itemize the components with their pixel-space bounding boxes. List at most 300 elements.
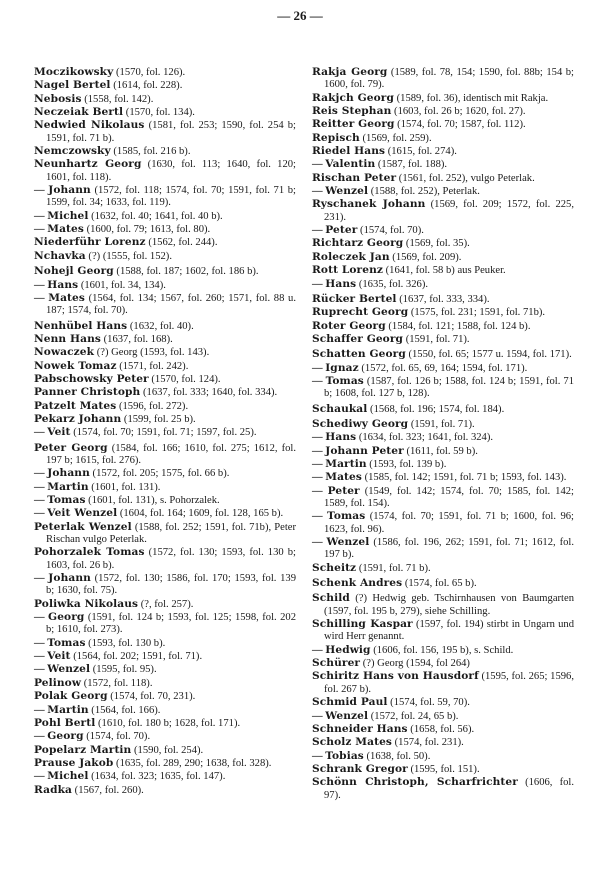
entry-name: Schiritz Hans von Hausdorf: [312, 670, 479, 683]
entry-references: (1558, fol. 142).: [81, 93, 154, 105]
entry-name: Ignaz: [325, 361, 359, 374]
entry-name: Reis Stephan: [312, 105, 392, 118]
index-entry: [34, 360, 296, 373]
entry-references: (1588, fol. 252; 1591, fol. 71b), Peter Rischan vulgo Peterlak.: [46, 521, 296, 546]
index-entry: [34, 611, 296, 637]
entry-references: (1572, fol. 130; 1586, fol. 170; 1593, fol. 139 b; 1630, fol. 75).: [46, 573, 296, 597]
entry-references: (1564, fol. 202; 1591, fol. 71).: [70, 651, 203, 663]
entry-references: (1575, fol. 231; 1591, fol. 71b).: [408, 307, 546, 319]
entry-name: Michel: [47, 770, 89, 783]
index-entry: [34, 730, 296, 743]
index-entry: [34, 158, 296, 184]
index-entry: [312, 445, 574, 458]
entry-references: (1632, fol. 40).: [127, 320, 194, 332]
index-entry: [34, 744, 296, 757]
entry-name: Wenzel: [325, 185, 369, 198]
entry-name: Peter Georg: [34, 441, 108, 454]
entry-name: Moczikowsky: [34, 66, 114, 78]
index-entry: [312, 562, 574, 575]
entry-name: Nenn Hans: [34, 332, 101, 345]
entry-name: Rott Lorenz: [312, 264, 383, 277]
entry-references: (1596, fol. 272).: [116, 400, 189, 412]
ditto-dash: —: [312, 432, 326, 444]
entry-name: Veit: [47, 650, 71, 663]
index-entry: [312, 66, 574, 92]
entry-name: Hans: [47, 278, 79, 291]
left-column: [34, 66, 296, 797]
ditto-dash: —: [312, 511, 328, 523]
entry-name: Schatten Georg: [312, 348, 406, 361]
entry-name: Pohorzalek Tomas: [34, 546, 145, 559]
entry-references: (?) Hedwig geb. Tschirnhausen von Baumgarten (1597, fol. 195 b, 279), siehe Schilling.: [324, 593, 574, 617]
index-entry: [312, 657, 574, 670]
index-entry: [34, 279, 296, 292]
entry-name: Johann Peter: [325, 444, 404, 457]
entry-name: Pelinow: [34, 676, 82, 689]
entry-references: (1606, fol. 156, 195 b), s. Schild.: [370, 644, 514, 656]
index-entry: [312, 618, 574, 644]
index-entry: [312, 145, 574, 158]
entry-name: Ruprecht Georg: [312, 306, 409, 319]
entry-references: (1610, fol. 180 b; 1628, fol. 171).: [95, 717, 241, 729]
index-entry: [312, 251, 574, 264]
index-entry: [312, 333, 574, 346]
entry-references: (1585, fol. 142; 1591, fol. 71 b; 1593, fol. 143).: [361, 472, 567, 484]
entry-name: Neunhartz Georg: [34, 158, 142, 171]
ditto-dash: —: [34, 292, 49, 304]
entry-references: (1590, fol. 254).: [131, 744, 204, 756]
entry-name: Nowek Tomaz: [34, 359, 117, 372]
index-entry: [312, 264, 574, 277]
entry-references: (1574, fol. 70).: [83, 731, 151, 743]
entry-name: Valentin: [325, 158, 376, 171]
entry-references: (1597, fol. 194) stirbt in Ungarn und wird Herr genannt.: [324, 619, 575, 643]
index-entry: [312, 320, 574, 333]
index-entry: [312, 224, 574, 237]
entry-references: (1601, fol. 131).: [88, 481, 161, 493]
ditto-dash: —: [34, 664, 48, 676]
ditto-dash: —: [34, 224, 48, 236]
entry-references: (1588, fol. 252), Peterlak.: [368, 186, 480, 198]
index-entry: [34, 223, 296, 236]
entry-references: (1584, fol. 121; 1588, fol. 124 b).: [385, 320, 531, 332]
entry-name: Schaukal: [312, 402, 368, 415]
entry-name: Nemczowsky: [34, 145, 111, 158]
entry-name: Mates: [325, 471, 362, 484]
index-entry: [312, 375, 574, 401]
entry-name: Nchavka: [34, 249, 86, 262]
ditto-dash: —: [34, 279, 48, 291]
entry-name: Rakja Georg: [312, 66, 388, 78]
ditto-dash: —: [312, 186, 326, 198]
entry-references: (1572, fol. 130; 1593, fol. 130 b; 1603, fol. 26 b).: [46, 547, 296, 571]
index-entry: [312, 293, 574, 306]
index-entry: [34, 546, 296, 572]
entry-name: Martin: [47, 703, 89, 716]
ditto-dash: —: [34, 573, 49, 585]
entry-name: Schönn Christoph, Scharfrichter: [312, 776, 518, 789]
index-entry: [312, 510, 574, 536]
entry-references: (1611, fol. 59 b).: [403, 445, 478, 457]
entry-references: (1632, fol. 40; 1641, fol. 40 b).: [88, 210, 223, 222]
entry-references: (1574, fol. 70).: [357, 225, 424, 237]
entry-references: (1591, fol. 71).: [403, 333, 470, 345]
index-entry: [34, 521, 296, 547]
index-entry: [312, 105, 574, 118]
entry-name: Tobias: [325, 749, 364, 762]
entry-references: (1569, fol. 209).: [389, 251, 462, 263]
entry-references: (1574, fol. 59, 70).: [387, 697, 470, 709]
index-entry: [34, 413, 296, 426]
index-entry: [34, 400, 296, 413]
entry-references: (1614, fol. 228).: [110, 80, 183, 92]
entry-name: Hans: [325, 431, 357, 444]
entry-references: (1574, fol. 70; 1591, fol. 71 b; 1600, fol. 96; 1623, fol. 96).: [324, 511, 574, 535]
entry-name: Schaffer Georg: [312, 332, 404, 345]
ditto-dash: —: [312, 159, 326, 171]
index-entry: [312, 644, 574, 657]
entry-name: Georg: [47, 730, 84, 743]
index-entry: [312, 92, 574, 105]
index-entry: [312, 458, 574, 471]
index-entry: [34, 677, 296, 690]
entry-references: (1572, fol. 118).: [81, 677, 153, 689]
index-entry: [34, 690, 296, 703]
entry-name: Prause Jakob: [34, 756, 114, 769]
ditto-dash: —: [312, 375, 326, 387]
entry-name: Wenzel: [326, 536, 370, 549]
entry-references: (1574, fol. 70, 231).: [107, 691, 196, 703]
entry-name: Ryschanek Johann: [312, 198, 426, 211]
entry-references: (1562, fol. 244).: [145, 237, 218, 249]
entry-references: (1591, fol. 71 b).: [356, 562, 431, 574]
entry-name: Scholz Mates: [312, 736, 392, 749]
entry-name: Neczeiak Bertl: [34, 106, 124, 119]
entry-name: Panner Christoph: [34, 386, 141, 399]
entry-references: (1564, fol. 166).: [88, 704, 161, 716]
entry-name: Georg: [48, 611, 85, 624]
index-entry: [312, 348, 574, 361]
entry-name: Nebosis: [34, 92, 82, 105]
entry-references: (1549, fol. 142; 1574, fol. 70; 1585, fol. 142; 1589, fol. 154).: [324, 485, 574, 509]
index-entry: [34, 93, 296, 106]
index-entry: [312, 723, 574, 736]
entry-name: Schenk Andres: [312, 577, 403, 590]
entry-references: (1637, fol. 333; 1640, fol. 334).: [140, 387, 278, 399]
entry-name: Patzelt Mates: [34, 399, 117, 412]
entry-references: (1635, fol. 326).: [356, 278, 428, 290]
entry-name: Johann: [48, 572, 91, 585]
entry-references: (1585, fol. 216 b).: [110, 146, 191, 158]
index-entry: [312, 670, 574, 696]
ditto-dash: —: [34, 612, 49, 624]
ditto-dash: —: [34, 468, 48, 480]
entry-name: Pohl Bertl: [34, 716, 96, 729]
page-number: — 26 —: [277, 8, 323, 23]
index-entry: [312, 710, 574, 723]
ditto-dash: —: [34, 185, 49, 197]
entry-references: (1603, fol. 26 b; 1620, fol. 27).: [391, 106, 526, 118]
entry-references: (1568, fol. 196; 1574, fol. 184).: [367, 403, 505, 415]
entry-name: Radka: [34, 783, 73, 796]
entry-name: Polak Georg: [34, 690, 108, 703]
index-entry: [312, 736, 574, 749]
ditto-dash: —: [34, 427, 48, 439]
entry-references: (1588, fol. 187; 1602, fol. 186 b).: [113, 266, 259, 278]
index-entry: [312, 118, 574, 131]
ditto-dash: —: [34, 651, 48, 663]
entry-name: Schmid Paul: [312, 696, 388, 709]
entry-name: Peterlak Wenzel: [34, 520, 132, 533]
entry-references: (1634, fol. 323; 1635, fol. 147).: [88, 771, 226, 783]
entry-name: Michel: [47, 209, 89, 222]
entry-name: Nedwied Nikolaus: [34, 119, 145, 132]
index-entry: [34, 265, 296, 278]
entry-references: (1589, fol. 36), identisch mit Rakja.: [393, 92, 549, 104]
ditto-dash: —: [34, 731, 48, 743]
entry-references: (1604, fol. 164; 1609, fol. 128, 165 b).: [117, 508, 284, 520]
ditto-dash: —: [312, 644, 326, 656]
entry-name: Riedel Hans: [312, 145, 386, 158]
entry-name: Popelarz Martin: [34, 743, 132, 756]
entry-references: (1567, fol. 260).: [72, 784, 144, 796]
index-entry: [34, 467, 296, 480]
index-entry: [34, 346, 296, 359]
entry-name: Niederführ Lorenz: [34, 236, 146, 249]
index-entry: [34, 507, 296, 520]
entry-references: (1634, fol. 323; 1641, fol. 324).: [356, 432, 494, 444]
entry-references: (?) (1555, fol. 152).: [85, 250, 172, 262]
index-entry: [34, 386, 296, 399]
entry-name: Nohejl Georg: [34, 265, 114, 278]
entry-references: (1561, fol. 252), vulgo Peterlak.: [396, 172, 535, 184]
entry-references: (1637, fol. 168).: [100, 333, 173, 345]
ditto-dash: —: [34, 481, 48, 493]
index-entry: [312, 776, 574, 802]
entry-name: Schilling Kaspar: [312, 618, 413, 631]
entry-name: Mates: [47, 223, 84, 236]
ditto-dash: —: [34, 495, 48, 506]
index-entry: [312, 237, 574, 250]
index-entry: [34, 320, 296, 333]
index-entry: [34, 784, 296, 797]
entry-name: Nenhübel Hans: [34, 319, 128, 332]
index-entry: [312, 198, 574, 224]
entry-name: Johann: [47, 467, 90, 480]
ditto-dash: —: [312, 485, 328, 497]
entry-name: Nowaczek: [34, 346, 95, 359]
entry-references: (1586, fol. 196, 262; 1591, fol. 71; 1612, fol. 197 b).: [324, 537, 574, 561]
entry-name: Johann: [48, 184, 91, 197]
entry-references: (1572, fol. 65, 69, 164; 1594, fol. 171).: [358, 362, 528, 374]
entry-name: Roter Georg: [312, 319, 386, 332]
entry-references: (?, fol. 257).: [138, 598, 194, 610]
index-entry: [312, 577, 574, 590]
entry-references: (1574, fol. 70; 1591, fol. 71; 1597, fol. 25).: [70, 427, 257, 439]
index-entry: [312, 485, 574, 511]
entry-references: (1587, fol. 126 b; 1588, fol. 124 b; 1591, fol. 71 b; 1608, fol. 127 b, 128).: [324, 375, 574, 400]
index-entry: [34, 426, 296, 439]
entry-references: (1601, fol. 34, 134).: [78, 279, 166, 291]
entry-name: Martin: [47, 480, 89, 493]
entry-references: (1584, fol. 166; 1610, fol. 275; 1612, fol. 197 b; 1615, fol. 276).: [46, 442, 296, 466]
index-entry: [34, 184, 296, 210]
ditto-dash: —: [312, 278, 326, 290]
index-entry: [34, 757, 296, 770]
index-entry: [34, 292, 296, 318]
index-entry: [34, 494, 296, 507]
index-entry: [34, 663, 296, 676]
ditto-dash: —: [34, 771, 48, 783]
entry-references: (1637, fol. 333, 334).: [396, 293, 490, 305]
entry-references: (1572, fol. 118; 1574, fol. 70; 1591, fol. 71 b; 1599, fol. 34; 1633, fol. 119).: [46, 185, 296, 209]
entry-references: (1570, fol. 124).: [148, 373, 221, 385]
index-entry: [312, 306, 574, 319]
entry-references: (1574, fol. 231).: [392, 737, 464, 749]
ditto-dash: —: [312, 458, 326, 470]
entry-references: (1593, fol. 130 b).: [85, 637, 166, 649]
ditto-dash: —: [312, 750, 326, 762]
entry-name: Martin: [325, 457, 367, 470]
index-entry: [34, 236, 296, 249]
ditto-dash: —: [312, 472, 326, 484]
index-entry: [312, 536, 574, 562]
entry-references: (1601, fol. 131), s. Pohorzalek.: [85, 495, 220, 506]
index-entry: [34, 598, 296, 611]
index-entry: [34, 250, 296, 263]
entry-references: (1572, fol. 24, 65 b).: [368, 710, 459, 722]
entry-references: (1564, fol. 134; 1567, fol. 260; 1571, fol. 88 u. 187; 1574, fol. 70).: [46, 292, 296, 317]
entry-name: Schild: [312, 592, 350, 605]
index-entry: [34, 333, 296, 346]
index-entry: [312, 403, 574, 416]
entry-references: (1658, fol. 56).: [407, 723, 475, 735]
entry-references: (1574, fol. 65 b).: [402, 578, 477, 590]
entry-name: Peter: [325, 224, 358, 237]
entry-references: (1641, fol. 58 b) aus Peuker.: [383, 265, 506, 277]
entry-name: Nagel Bertel: [34, 79, 111, 92]
entry-references: (1569, fol. 35).: [403, 238, 470, 250]
index-entry: [34, 717, 296, 730]
right-column: [312, 66, 574, 802]
entry-name: Rischan Peter: [312, 171, 397, 184]
index-entry: [312, 185, 574, 198]
entry-references: (1630, fol. 113; 1640, fol. 120; 1601, fol. 118).: [46, 159, 296, 183]
entry-name: Hedwig: [325, 643, 371, 656]
entry-name: Wenzel: [47, 663, 91, 676]
ditto-dash: —: [34, 637, 48, 649]
entry-name: Veit: [47, 426, 71, 439]
index-entry: [34, 145, 296, 158]
ditto-dash: —: [312, 362, 326, 374]
ditto-dash: —: [34, 210, 48, 222]
entry-references: (?) Georg (1593, fol. 143).: [94, 347, 210, 359]
entry-name: Repisch: [312, 131, 360, 144]
entry-references: (1638, fol. 50).: [363, 750, 431, 762]
ditto-dash: —: [34, 704, 48, 716]
index-entry: [34, 106, 296, 119]
index-entry: [34, 770, 296, 783]
entry-name: Peter: [327, 484, 360, 497]
entry-references: (1550, fol. 65; 1577 u. 1594, fol. 171).: [405, 349, 572, 361]
entry-name: Hans: [325, 277, 357, 290]
entry-name: Reitter Georg: [312, 118, 395, 131]
entry-references: (1569, fol. 209; 1572, fol. 225, 231).: [324, 199, 574, 223]
ditto-dash: —: [312, 710, 326, 722]
entry-name: Schneider Hans: [312, 722, 408, 735]
index-entry: [34, 210, 296, 223]
entry-references: (1635, fol. 289, 290; 1638, fol. 328).: [113, 757, 272, 769]
entry-references: (1570, fol. 126).: [113, 67, 186, 78]
entry-name: Wenzel: [325, 709, 369, 722]
entry-name: Tomas: [47, 494, 86, 506]
entry-name: Schrank Gregor: [312, 762, 408, 775]
ditto-dash: —: [312, 537, 327, 549]
index-entry: [34, 572, 296, 598]
index-entry: [312, 362, 574, 375]
entry-references: (1572, fol. 205; 1575, fol. 66 b).: [89, 468, 230, 480]
index-entry: [34, 481, 296, 494]
entry-name: Scheitz: [312, 561, 357, 574]
entry-references: (1589, fol. 78, 154; 1590, fol. 88b; 154 b; 1600, fol. 79).: [324, 67, 574, 91]
index-entry: [312, 132, 574, 145]
entry-references: (1581, fol. 253; 1590, fol. 254 b; 1591, fol. 71 b).: [46, 120, 296, 144]
entry-references: (1606, fol. 97).: [324, 777, 574, 801]
entry-name: Rakjch Georg: [312, 91, 394, 104]
entry-name: Richtarz Georg: [312, 237, 404, 250]
entry-references: (1570, fol. 134).: [123, 107, 195, 119]
index-entry: [312, 418, 574, 431]
entry-name: Tomas: [327, 510, 366, 523]
ditto-dash: —: [312, 445, 326, 457]
ditto-dash: —: [34, 508, 48, 520]
entry-name: Tomas: [47, 636, 86, 649]
entry-references: (1615, fol. 274).: [385, 146, 457, 158]
entry-name: Schediwy Georg: [312, 417, 409, 430]
index-entry: [34, 373, 296, 386]
entry-name: Pabschowsky Peter: [34, 372, 149, 385]
index-entry: [34, 79, 296, 92]
index-entry: [312, 696, 574, 709]
entry-name: Tomas: [325, 374, 364, 387]
index-entry: [312, 471, 574, 484]
index-entry: [34, 637, 296, 650]
entry-name: Rücker Bertel: [312, 292, 397, 305]
entry-references: (1595, fol. 151).: [407, 763, 480, 775]
index-entry: [34, 66, 296, 79]
index-entry: [312, 278, 574, 291]
entry-name: Veit Wenzel: [47, 507, 118, 520]
entry-references: (1595, fol. 95).: [90, 664, 157, 676]
index-entry: [34, 704, 296, 717]
entry-references: (1593, fol. 139 b).: [366, 458, 447, 470]
entry-name: Roleczek Jan: [312, 250, 390, 263]
index-entry: [312, 592, 574, 618]
entry-references: (1587, fol. 188).: [375, 159, 448, 171]
entry-references: (1591, fol. 124 b; 1593, fol. 125; 1598, fol. 202 b; 1610, fol. 273).: [46, 612, 296, 636]
index-entry: [312, 172, 574, 185]
index-entry: [34, 650, 296, 663]
entry-references: (1600, fol. 79; 1613, fol. 80).: [83, 224, 211, 236]
index-entry: [312, 158, 574, 171]
entry-references: (?) Georg (1594, fol 264): [360, 658, 470, 670]
entry-name: Mates: [48, 291, 85, 304]
entry-name: Pekarz Johann: [34, 412, 122, 425]
entry-references: (1599, fol. 25 b).: [121, 413, 196, 425]
index-entry: [34, 442, 296, 468]
entry-name: Schürer: [312, 657, 361, 670]
entry-references: (1569, fol. 259).: [359, 132, 432, 144]
